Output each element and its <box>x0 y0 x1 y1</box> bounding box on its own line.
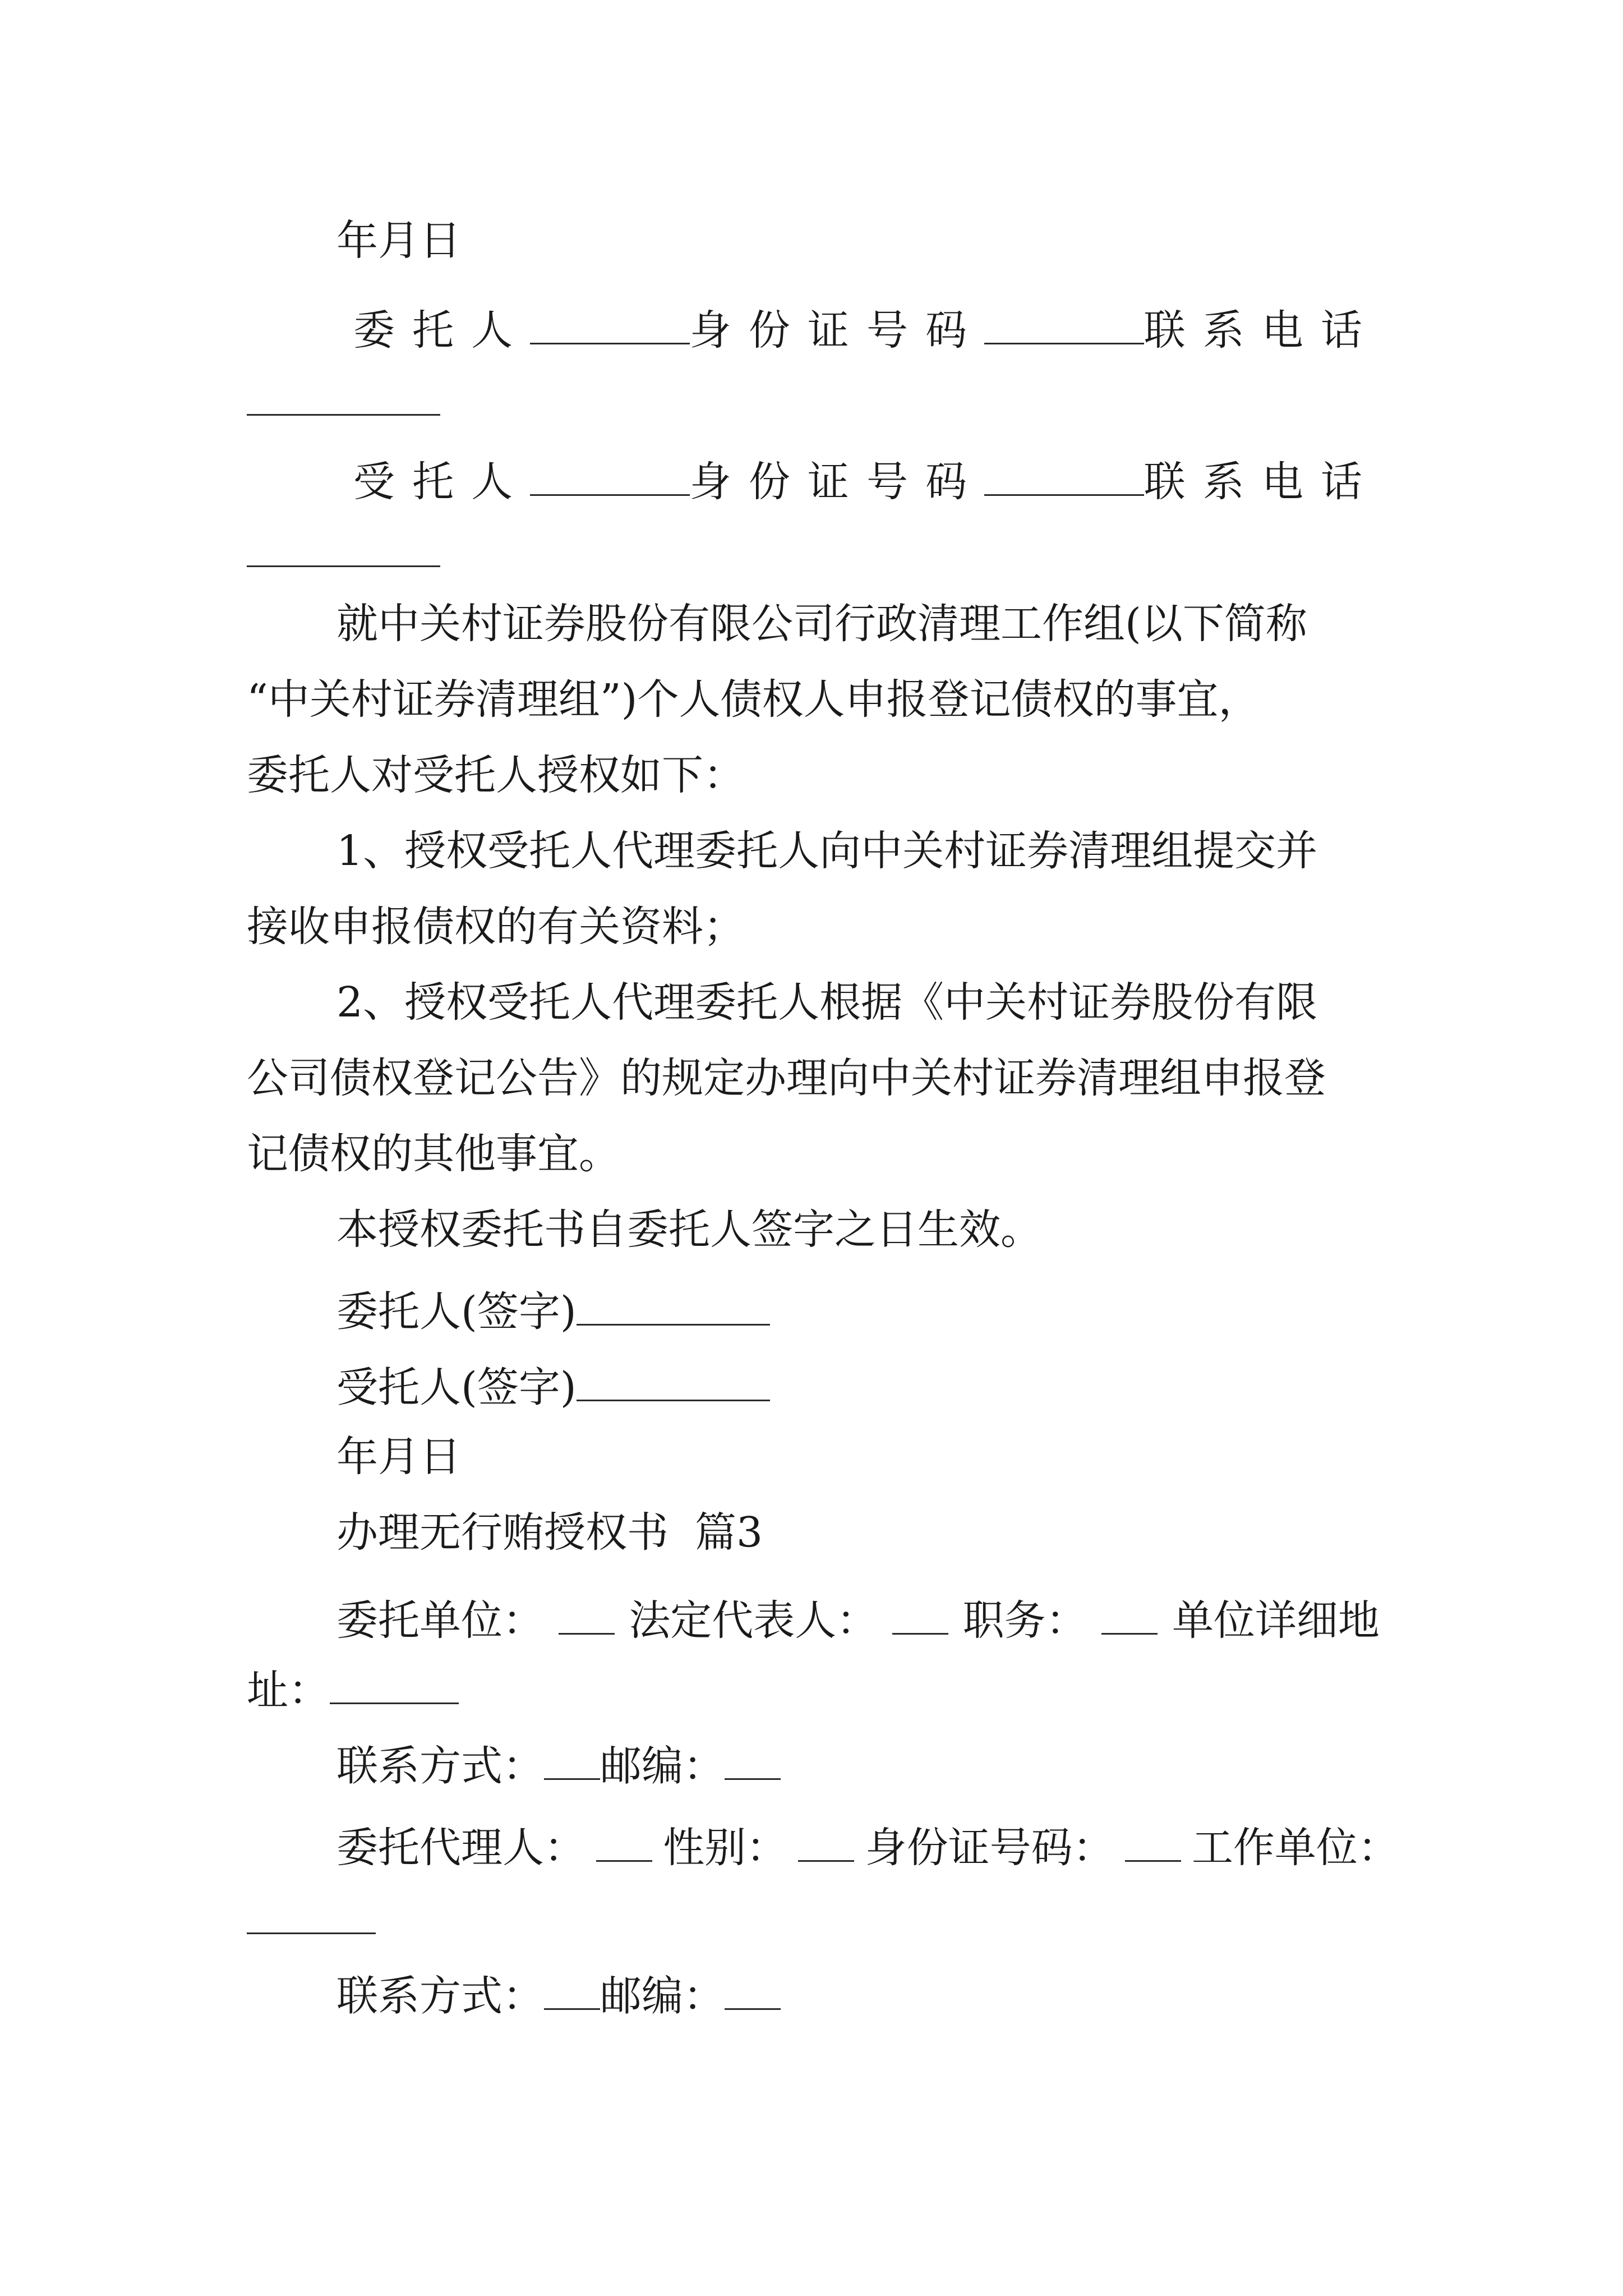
client-phone-label: 联系电话 <box>1144 306 1380 355</box>
agent-form-blank <box>596 1821 652 1862</box>
agent-id-blank <box>984 455 1144 496</box>
position-blank <box>1101 1594 1158 1635</box>
effective-statement: 本授权委托书自委托人签字之日生效。 <box>336 1205 1042 1254</box>
agent-form-row <box>336 1815 1399 1874</box>
para1-line2: “中关村证券清理组”)个人债权人申报登记债权的事宜， <box>247 675 1260 724</box>
contact-blank <box>544 1739 600 1780</box>
para1-line1: 就中关村证券股份有限公司行政清理工作组(以下简称 <box>336 600 1307 648</box>
item2-line3: 记债权的其他事宜。 <box>247 1130 620 1178</box>
client-phone-line <box>247 375 440 422</box>
id-number-label: 身份证号码： <box>865 1824 1114 1872</box>
address-blank <box>330 1663 459 1704</box>
client-name-blank <box>530 303 690 344</box>
contact2-label: 联系方式： <box>336 1972 544 2021</box>
contact2-blank <box>544 1969 600 2010</box>
date-line-bottom: 年月日 <box>336 1433 461 1481</box>
contact-label: 联系方式： <box>336 1742 544 1791</box>
client-signature-label: 委托人(签字) <box>336 1287 577 1336</box>
unit-blank <box>559 1594 615 1635</box>
client-signature-line <box>336 1285 770 1336</box>
item1-line2: 接收申报债权的有关资料； <box>247 903 745 951</box>
agent-signature-label: 受托人(签字) <box>336 1363 577 1412</box>
unit-label: 委托单位： <box>336 1596 544 1645</box>
date-line-top: 年月日 <box>336 217 461 265</box>
address-label-part1: 单位详细地 <box>1172 1596 1380 1645</box>
item1-line1: 1、授权受托人代理委托人向中关村证券清理组提交并 <box>336 827 1318 875</box>
agent-info-row <box>336 449 1380 508</box>
contact-line <box>336 1739 781 1791</box>
workplace-line <box>247 1893 376 1941</box>
id-number-blank <box>1125 1821 1181 1862</box>
address-line <box>247 1663 459 1715</box>
legal-rep-label: 法定代表人： <box>629 1596 878 1645</box>
client-phone-blank <box>247 375 440 416</box>
zip-blank <box>725 1739 781 1780</box>
position-label: 职务： <box>962 1596 1087 1645</box>
zip-label: 邮编： <box>600 1742 725 1791</box>
agent-signature-line <box>336 1360 770 1412</box>
workplace-label: 工作单位： <box>1191 1824 1399 1872</box>
agent-signature-blank <box>577 1360 770 1401</box>
contact-line-2 <box>336 1969 781 2021</box>
zip2-label: 邮编： <box>600 1972 725 2021</box>
agent-name-blank <box>530 455 690 496</box>
client-label: 委托人 <box>353 306 531 355</box>
agent-phone-label: 联系电话 <box>1144 458 1380 506</box>
agent-phone-blank <box>247 526 440 567</box>
client-id-blank <box>984 303 1144 344</box>
item2-line1: 2、授权受托人代理委托人根据《中关村证券股份有限 <box>336 978 1318 1027</box>
agent-form-label: 委托代理人： <box>336 1824 585 1872</box>
gender-label: 性别： <box>663 1824 788 1872</box>
client-info-row <box>336 297 1380 357</box>
para1-line3: 委托人对受托人授权如下： <box>247 751 745 799</box>
workplace-blank <box>247 1893 376 1934</box>
client-id-label: 身份证号码 <box>689 306 985 355</box>
item2-line2: 公司债权登记公告》的规定办理向中关村证券清理组申报登 <box>247 1054 1326 1102</box>
agent-phone-line <box>247 526 440 574</box>
gender-blank <box>798 1821 854 1862</box>
agent-label: 受托人 <box>353 458 531 506</box>
form-unit-row <box>336 1588 1380 1647</box>
client-signature-blank <box>577 1285 770 1326</box>
legal-rep-blank <box>892 1594 948 1635</box>
section-title: 办理无行贿授权书 篇3 <box>336 1508 763 1557</box>
agent-id-label: 身份证号码 <box>689 458 985 506</box>
address-label-part2: 址： <box>247 1666 330 1715</box>
zip2-blank <box>725 1969 781 2010</box>
